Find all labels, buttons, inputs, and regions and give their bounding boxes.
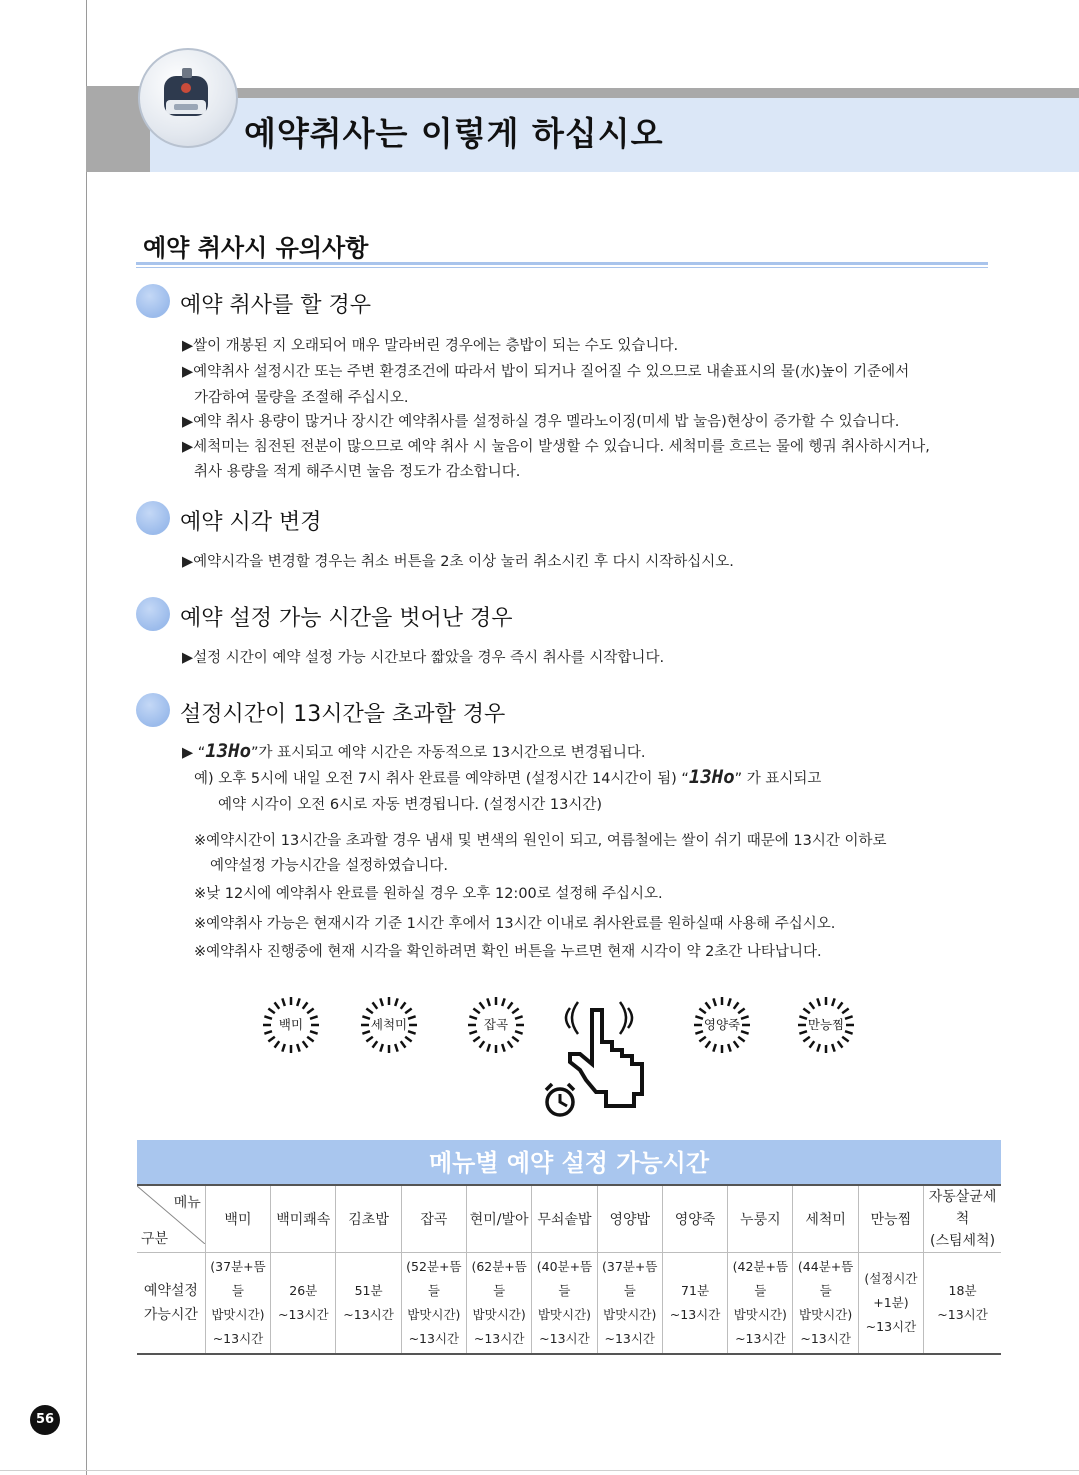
text-fragment: ”가 표시되고 예약 시간은 자동적으로 13시간으로 변경됩니다. bbox=[251, 745, 646, 761]
menu-button-baekmi[interactable] bbox=[262, 996, 320, 1054]
pointing-hand-icon bbox=[540, 990, 660, 1120]
ray-stroke bbox=[401, 1041, 406, 1047]
column-header: 무쇠솥밥 bbox=[532, 1185, 597, 1253]
section-title: 예약 취사시 유의사항 bbox=[143, 234, 369, 262]
table-header-row bbox=[137, 1185, 1001, 1253]
display-code: 13Ho bbox=[205, 740, 252, 762]
text-line: 가감하여 물량을 조절해 주십시오. bbox=[194, 390, 409, 406]
text-fragment: 예) 오후 5시에 내일 오전 7시 취사 완료를 예약하면 (설정시간 14시간이 됨) “ bbox=[194, 771, 689, 787]
column-header: 세척미 bbox=[793, 1185, 858, 1253]
column-header: 누룽지 bbox=[728, 1185, 793, 1253]
menu-button-japgok[interactable] bbox=[467, 996, 525, 1054]
ray-stroke bbox=[706, 1041, 711, 1047]
ray-stroke bbox=[307, 1037, 313, 1042]
text-line: ▶설정 시간이 예약 설정 가능 시간보다 짧았을 경우 즉시 취사를 시작합니다. bbox=[182, 650, 665, 666]
column-header: 김초밥 bbox=[336, 1185, 401, 1253]
ray-stroke bbox=[395, 1044, 397, 1052]
note-line: ※예약취사 진행중에 현재 시각을 확인하려면 확인 버튼을 누르면 현재 시각이 약 2초간 나타납니다. bbox=[194, 944, 822, 960]
ray-stroke bbox=[401, 1002, 406, 1008]
ray-stroke bbox=[738, 1009, 744, 1014]
button-label: 만능찜 bbox=[807, 1017, 845, 1032]
bullet-dot bbox=[136, 284, 170, 318]
text-line: ▶예약취사 설정시간 또는 주변 환경조건에 따라서 밥이 되거나 질어질 수 있으므로 내솥표시의 물(水)높이 기준에서 bbox=[182, 364, 910, 380]
note-line: 예약설정 가능시간을 설정하였습니다. bbox=[210, 858, 448, 874]
ray-stroke bbox=[405, 1009, 411, 1014]
bottom-rule bbox=[0, 1470, 1079, 1471]
table-cell: 51분 ~13시간 bbox=[336, 1253, 401, 1355]
table-cell: (설정시간 +1분) ~13시간 bbox=[858, 1253, 923, 1355]
column-header: 백미쾌속 bbox=[271, 1185, 336, 1253]
ray-stroke bbox=[838, 1002, 843, 1008]
ray-stroke bbox=[268, 1037, 274, 1042]
ray-stroke bbox=[699, 1037, 705, 1042]
ray-stroke bbox=[728, 1044, 730, 1052]
ray-stroke bbox=[817, 1044, 819, 1052]
column-header: 백미 bbox=[205, 1185, 270, 1253]
ray-stroke bbox=[373, 1002, 378, 1008]
column-header: 영양밥 bbox=[597, 1185, 662, 1253]
ray-stroke bbox=[473, 1009, 479, 1014]
text-line: 취사 용량을 적게 해주시면 눌음 정도가 감소합니다. bbox=[194, 464, 521, 480]
ray-stroke bbox=[817, 998, 819, 1006]
ray-stroke bbox=[508, 1041, 513, 1047]
ray-stroke bbox=[832, 1044, 834, 1052]
ray-stroke bbox=[810, 1002, 815, 1008]
table-cell: (42분+뜸들 밥맛시간) ~13시간 bbox=[728, 1253, 793, 1355]
rice-cooker-icon bbox=[156, 66, 216, 124]
menu-button-sechuckmi[interactable] bbox=[360, 996, 418, 1054]
bullet-dot bbox=[136, 501, 170, 535]
ray-stroke bbox=[842, 1009, 848, 1014]
ray-stroke bbox=[803, 1037, 809, 1042]
page-title: 예약취사는 이렇게 하십시오 bbox=[244, 114, 664, 153]
text-line: ▶예약시각을 변경할 경우는 취소 버튼을 2초 이상 눌러 취소시킨 후 다시 시작하십시오. bbox=[182, 554, 734, 570]
button-label: 백미 bbox=[278, 1017, 304, 1032]
ray-stroke bbox=[734, 1002, 739, 1008]
ray-stroke bbox=[268, 1009, 274, 1014]
corner-menu-label: 메뉴 bbox=[173, 1195, 201, 1211]
text-fragment: ” 가 표시되고 bbox=[734, 771, 822, 787]
table-cell: (40분+뜸들 밥맛시간) ~13시간 bbox=[532, 1253, 597, 1355]
table-title: 메뉴별 예약 설정 가능시간 bbox=[137, 1140, 1001, 1184]
section-rule bbox=[136, 262, 988, 265]
ray-stroke bbox=[502, 998, 504, 1006]
text-line: 예약 시각이 오전 6시로 자동 변경됩니다. (설정시간 13시간) bbox=[218, 797, 603, 813]
subsection-title: 예약 시각 변경 bbox=[180, 510, 322, 535]
bullet-dot bbox=[136, 597, 170, 631]
ray-stroke bbox=[810, 1041, 815, 1047]
ray-stroke bbox=[473, 1037, 479, 1042]
column-header: 현미/발아 bbox=[467, 1185, 532, 1253]
bullet-dot bbox=[136, 693, 170, 727]
subsection-title: 예약 취사를 할 경우 bbox=[180, 293, 371, 318]
page-number: 56 bbox=[30, 1405, 60, 1435]
button-label: 세척미 bbox=[370, 1017, 408, 1032]
ray-stroke bbox=[297, 998, 299, 1006]
ray-stroke bbox=[713, 998, 715, 1006]
table-cell: (62분+뜸들 밥맛시간) ~13시간 bbox=[467, 1253, 532, 1355]
ray-stroke bbox=[275, 1041, 280, 1047]
ray-stroke bbox=[303, 1041, 308, 1047]
ray-stroke bbox=[275, 1002, 280, 1008]
ray-stroke bbox=[512, 1009, 518, 1014]
ray-stroke bbox=[303, 1002, 308, 1008]
menu-button-manneungjjim[interactable] bbox=[797, 996, 855, 1054]
left-margin-rule bbox=[86, 0, 87, 1475]
section-rule-thin bbox=[136, 267, 988, 268]
button-label: 잡곡 bbox=[483, 1017, 509, 1032]
ray-stroke bbox=[838, 1041, 843, 1047]
ray-stroke bbox=[395, 998, 397, 1006]
ray-stroke bbox=[297, 1044, 299, 1052]
table-cell: (52분+뜸들 밥맛시간) ~13시간 bbox=[401, 1253, 466, 1355]
ray-stroke bbox=[405, 1037, 411, 1042]
menu-button-youngyangjuk[interactable] bbox=[693, 996, 751, 1054]
table-cell: 26분 ~13시간 bbox=[271, 1253, 336, 1355]
column-header: 영양죽 bbox=[662, 1185, 727, 1253]
ray-stroke bbox=[373, 1041, 378, 1047]
menu-reservation-table bbox=[137, 1184, 1001, 1355]
ray-stroke bbox=[366, 1009, 372, 1014]
display-code: 13Ho bbox=[688, 766, 735, 788]
text-line: ▶세척미는 침전된 전분이 많으므로 예약 취사 시 눌음이 발생할 수 있습니다. 세척미를 흐르는 물에 헹궈 취사하시거나, bbox=[182, 439, 930, 455]
ray-stroke bbox=[734, 1041, 739, 1047]
ray-stroke bbox=[699, 1009, 705, 1014]
table-corner-cell bbox=[137, 1185, 205, 1253]
button-label: 영양죽 bbox=[703, 1017, 741, 1032]
ray-stroke bbox=[512, 1037, 518, 1042]
text-line bbox=[194, 766, 821, 788]
ray-stroke bbox=[366, 1037, 372, 1042]
table-row bbox=[137, 1253, 1001, 1355]
ray-stroke bbox=[487, 998, 489, 1006]
ray-stroke bbox=[380, 998, 382, 1006]
ray-stroke bbox=[842, 1037, 848, 1042]
note-line: ※예약시간이 13시간을 초과할 경우 냄새 및 변색의 원인이 되고, 여름철에는 쌀이 쉬기 때문에 13시간 이하로 bbox=[194, 833, 887, 849]
table-cell: (44분+뜸들 밥맛시간) ~13시간 bbox=[793, 1253, 858, 1355]
column-header: 잡곡 bbox=[401, 1185, 466, 1253]
row-label: 예약설정 가능시간 bbox=[137, 1253, 205, 1355]
ray-stroke bbox=[487, 1044, 489, 1052]
table-cell: 71분 ~13시간 bbox=[662, 1253, 727, 1355]
table-cell: (37분+뜸들 밥맛시간) ~13시간 bbox=[205, 1253, 270, 1355]
ray-stroke bbox=[480, 1041, 485, 1047]
ray-stroke bbox=[738, 1037, 744, 1042]
column-header: 자동살균세척 (스팀세척) bbox=[924, 1185, 1001, 1253]
text-line: ▶예약 취사 용량이 많거나 장시간 예약취사를 설정하실 경우 멜라노이징(미세 밥 눌음)현상이 증가할 수 있습니다. bbox=[182, 414, 900, 430]
table-cell: (37분+뜸들 밥맛시간) ~13시간 bbox=[597, 1253, 662, 1355]
column-header: 만능찜 bbox=[858, 1185, 923, 1253]
ray-stroke bbox=[502, 1044, 504, 1052]
ray-stroke bbox=[282, 1044, 284, 1052]
note-line: ※예약취사 가능은 현재시각 기준 1시간 후에서 13시간 이내로 취사완료를 원하실때 사용해 주십시오. bbox=[194, 916, 836, 932]
subsection-title: 설정시간이 13시간을 초과할 경우 bbox=[180, 702, 506, 727]
ray-stroke bbox=[508, 1002, 513, 1008]
ray-stroke bbox=[282, 998, 284, 1006]
text-line: ▶쌀이 개봉된 지 오래되어 매우 말라버린 경우에는 층밥이 되는 수도 있습니다. bbox=[182, 338, 679, 354]
note-line: ※낮 12시에 예약취사 완료를 원하실 경우 오후 12:00로 설정해 주십시오. bbox=[194, 886, 663, 902]
corner-type-label: 구분 bbox=[141, 1231, 169, 1247]
ray-stroke bbox=[832, 998, 834, 1006]
ray-stroke bbox=[380, 1044, 382, 1052]
ray-stroke bbox=[480, 1002, 485, 1008]
ray-stroke bbox=[706, 1002, 711, 1008]
header-product-badge bbox=[138, 48, 238, 148]
ray-stroke bbox=[803, 1009, 809, 1014]
subsection-title: 예약 설정 가능 시간을 벗어난 경우 bbox=[180, 606, 513, 631]
text-fragment: ▶ “ bbox=[182, 745, 206, 761]
ray-stroke bbox=[728, 998, 730, 1006]
ray-stroke bbox=[307, 1009, 313, 1014]
ray-stroke bbox=[713, 1044, 715, 1052]
text-line bbox=[182, 740, 645, 762]
table-cell: 18분 ~13시간 bbox=[924, 1253, 1001, 1355]
